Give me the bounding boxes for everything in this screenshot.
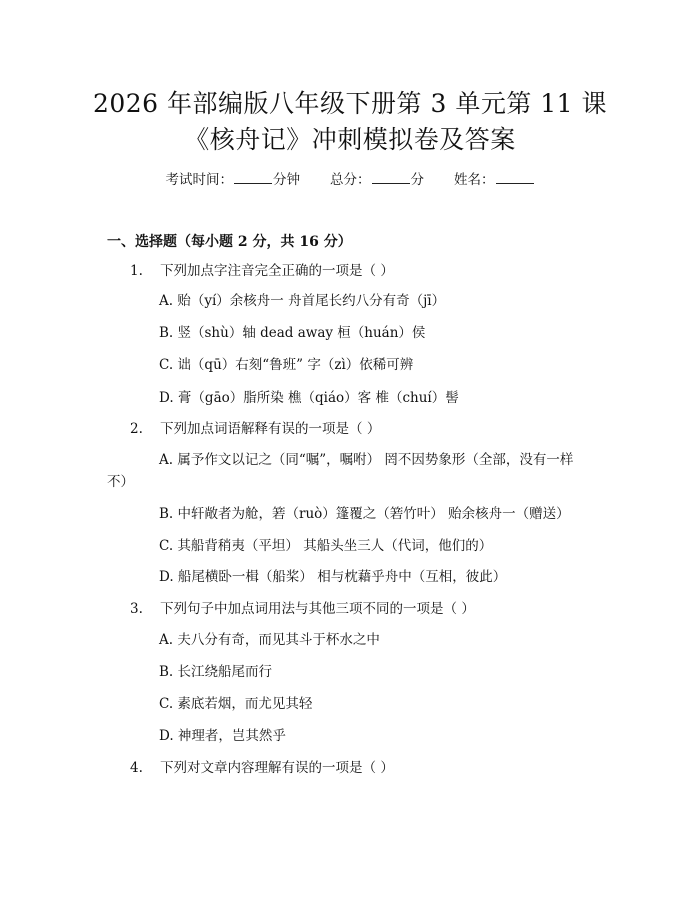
question-2-option-c: C. 其船背稍夷（平坦） 其船头坐三人（代词，他们的） <box>159 538 493 554</box>
question-number: 1. <box>130 263 143 279</box>
question-2-option-d: D. 船尾横卧一楫（船桨） 相与枕藉乎舟中（互相，彼此） <box>159 569 507 585</box>
total-score-blank <box>372 171 410 184</box>
section-heading-choice: 一、选择题（每小题 2 分，共 16 分） <box>107 234 352 250</box>
question-stem: 下列加点字注音完全正确的一项是（ ） <box>160 263 394 279</box>
exam-time-label: 考试时间： <box>165 172 233 188</box>
exam-time-unit: 分钟 <box>273 172 300 188</box>
question-1 <box>130 262 394 280</box>
question-4 <box>130 759 394 777</box>
page-title-line-2: 《核舟记》冲刺模拟卷及答案 <box>184 125 516 154</box>
student-name-blank <box>496 171 534 184</box>
total-score-label: 总分： <box>330 172 371 188</box>
question-stem: 下列加点词语解释有误的一项是（ ） <box>160 421 381 437</box>
total-score <box>330 168 424 188</box>
question-2-option-a-wrap: 不） <box>107 474 134 490</box>
exam-meta <box>0 168 700 188</box>
question-1-option-d: D. 膏（gāo）脂所染 樵（qiáo）客 椎（chuí）髻 <box>159 390 459 406</box>
question-1-option-b: B. 竖（shù）轴 dead away 桓（huán）侯 <box>159 325 426 341</box>
question-2-option-b: B. 中轩敞者为舱，箬（ruò）篷覆之（箬竹叶） 贻余核舟一（赠送） <box>159 506 570 522</box>
question-3-option-c: C. 素底若烟，而尤见其轻 <box>159 696 313 712</box>
exam-time-blank <box>234 171 272 184</box>
student-name-label: 姓名： <box>454 172 495 188</box>
question-stem: 下列句子中加点词用法与其他三项不同的一项是（ ） <box>160 601 475 617</box>
student-name <box>454 168 535 188</box>
question-1-option-a: A. 贻（yí）余核舟一 舟首尾长约八分有奇（jī） <box>159 293 446 309</box>
question-number: 3. <box>130 601 143 617</box>
question-1-option-c: C. 诎（qū）右刻“鲁班” 字（zì）依稀可辨 <box>159 357 414 373</box>
question-number: 4. <box>130 760 143 776</box>
question-stem: 下列对文章内容理解有误的一项是（ ） <box>160 760 394 776</box>
exam-time <box>166 168 301 188</box>
question-2 <box>130 420 380 438</box>
question-3-option-b: B. 长江绕船尾而行 <box>159 664 273 680</box>
question-3 <box>130 600 475 618</box>
question-number: 2. <box>130 421 143 437</box>
total-score-unit: 分 <box>410 172 424 188</box>
question-3-option-d: D. 神理者，岂其然乎 <box>159 728 286 744</box>
question-2-option-a: A. 属予作文以记之（同“嘱”，嘱咐） 罔不因势象形（全部，没有一样 <box>159 452 574 468</box>
question-3-option-a: A. 夫八分有奇，而见其斗于杯水之中 <box>159 632 380 648</box>
page-title-line-1: 2026 年部编版八年级下册第 3 单元第 11 课 <box>92 89 608 118</box>
